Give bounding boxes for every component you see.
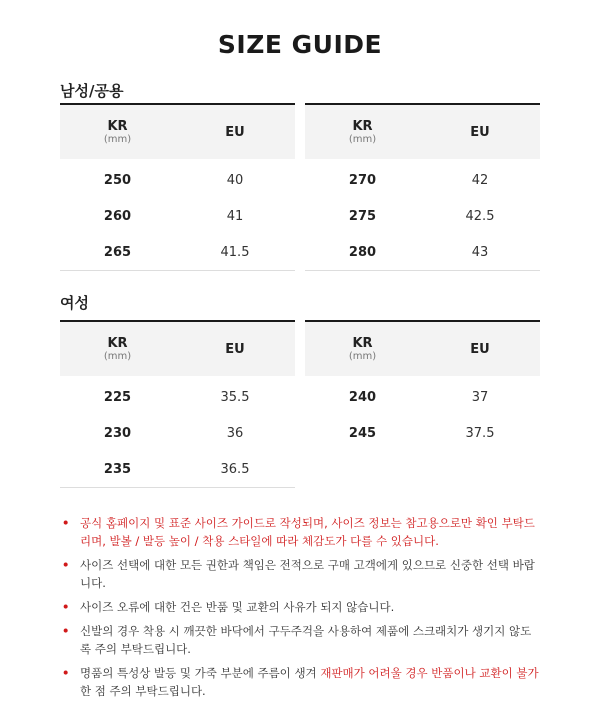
table-row (305, 198, 540, 234)
header-eu: EU (225, 124, 245, 140)
eu-size: 42 (471, 172, 489, 188)
women-table-left (60, 320, 295, 488)
note-text: 한 점 주의 부탁드립니다. (80, 684, 206, 698)
header-eu: EU (470, 341, 490, 357)
table-header (305, 322, 540, 376)
eu-size: 36 (226, 425, 244, 441)
eu-size: 35.5 (220, 389, 250, 405)
eu-size: 41 (226, 208, 244, 224)
men-table-right (305, 103, 540, 271)
eu-size: 37.5 (465, 425, 495, 441)
table-row (60, 379, 295, 415)
table-row (60, 451, 295, 487)
header-kr: KR (mm) (348, 118, 377, 145)
header-kr: KR (mm) (348, 335, 377, 362)
eu-size: 37 (471, 389, 489, 405)
note-text: 명품의 특성상 발등 및 가죽 부분에 주름이 생겨 (80, 666, 321, 680)
bullet-icon: • (62, 600, 70, 614)
table-row (60, 234, 295, 270)
header-kr: KR (mm) (103, 118, 132, 145)
table-row (305, 162, 540, 198)
header-eu: EU (470, 124, 490, 140)
note-item (60, 664, 540, 700)
note-item (60, 598, 540, 616)
bullet-icon: • (62, 624, 70, 638)
table-row (305, 415, 540, 451)
note-item (60, 622, 540, 658)
men-table-left (60, 103, 295, 271)
note-text-highlight: 재판매가 어려울 경우 반품이나 교환이 불가 (320, 666, 539, 680)
note-text: 신발의 경우 착용 시 깨끗한 바닥에서 구두주걱을 사용하여 제품에 스크래치가 생기지 않도록 주의 부탁드립니다. (80, 624, 532, 656)
kr-size: 240 (348, 389, 377, 405)
bullet-icon: • (62, 666, 70, 680)
notes-list (60, 514, 540, 706)
eu-size: 36.5 (220, 461, 250, 477)
bullet-icon: • (62, 516, 70, 530)
table-row (60, 415, 295, 451)
kr-size: 280 (348, 244, 377, 260)
kr-size: 265 (103, 244, 132, 260)
table-header (60, 322, 295, 376)
note-text: 사이즈 오류에 대한 건은 반품 및 교환의 사유가 되지 않습니다. (80, 600, 395, 614)
kr-size: 260 (103, 208, 132, 224)
women-table-right (305, 320, 540, 451)
page-title: SIZE GUIDE (217, 30, 383, 59)
table-header (60, 105, 295, 159)
kr-size: 270 (348, 172, 377, 188)
table-header (305, 105, 540, 159)
table-row (305, 379, 540, 415)
eu-size: 41.5 (220, 244, 250, 260)
header-eu: EU (225, 341, 245, 357)
note-item (60, 556, 540, 592)
kr-size: 275 (348, 208, 377, 224)
table-row (305, 234, 540, 270)
table-row (60, 198, 295, 234)
note-text: 사이즈 선택에 대한 모든 권한과 책임은 전적으로 구매 고객에게 있으므로 신중한 선택 바랍니다. (80, 558, 535, 590)
note-text: 공식 홈페이지 및 표준 사이즈 가이드로 작성되며, 사이즈 정보는 참고용으로만 확인 부탁드리며, 발볼 / 발등 높이 / 착용 스타일에 따라 체감도가 다를 수 있습니다. (80, 516, 535, 548)
note-item (60, 514, 540, 550)
table-row (60, 162, 295, 198)
kr-size: 225 (103, 389, 132, 405)
kr-size: 230 (103, 425, 132, 441)
eu-size: 43 (471, 244, 489, 260)
kr-size: 250 (103, 172, 132, 188)
section-label-men: 남성/공용 (60, 82, 124, 100)
kr-size: 245 (348, 425, 377, 441)
header-kr: KR (mm) (103, 335, 132, 362)
eu-size: 40 (226, 172, 244, 188)
eu-size: 42.5 (465, 208, 495, 224)
section-label-women: 여성 (60, 294, 89, 312)
bullet-icon: • (62, 558, 70, 572)
kr-size: 235 (103, 461, 132, 477)
